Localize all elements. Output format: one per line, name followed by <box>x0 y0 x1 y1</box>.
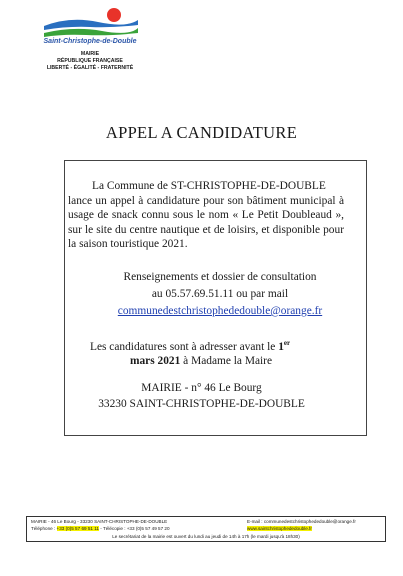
sun-icon <box>107 8 121 22</box>
green-wave-icon <box>44 28 138 37</box>
page-title: APPEL A CANDIDATURE <box>105 123 298 142</box>
intro-line-1: La Commune de ST-CHRISTOPHE-DE-DOUBLE <box>92 180 326 192</box>
footer-email-line: E-mail : communedestchristophededouble@orange.fr <box>247 519 356 524</box>
address-line-2: 33230 SAINT-CHRISTOPHE-DE-DOUBLE <box>98 398 305 410</box>
candidature-paragraph <box>90 336 370 368</box>
devise-label: LIBERTÉ - ÉGALITÉ - FRATERNITÉ <box>46 65 134 71</box>
town-name: Saint-Christophe-de-Double <box>43 38 137 45</box>
republique-label: RÉPUBLIQUE FRANÇAISE <box>57 58 123 64</box>
mairie-label: MAIRIE <box>80 51 100 57</box>
cand-line-2: mars 2021 à Madame la Maire <box>130 354 273 367</box>
town-logo <box>40 6 140 42</box>
cand-line-1: Les candidatures sont à adresser avant le 1er <box>90 339 291 353</box>
footer-address: MAIRIE - 46 Le Bourg - 33230 SAINT-CHRISTOPHE-DE-DOUBLE <box>31 519 168 524</box>
footer <box>26 516 386 542</box>
footer-website[interactable]: www.saintchristophededouble.fr <box>247 525 312 531</box>
intro-text: lance un appel à candidature pour son bâtiment municipal à usage de snack connu sous le nom « Le Petit Doubleaud », sur le site du centre nautique et de loisirs, et disponible pour la saison touristique 2021. <box>68 194 344 250</box>
footer-email[interactable]: communedestchristophededouble@orange.fr <box>263 519 356 524</box>
contact-email[interactable]: communedestchristophededouble@orange.fr <box>117 305 323 317</box>
footer-right <box>247 519 356 532</box>
footer-left <box>31 519 170 532</box>
contact-email-link[interactable] <box>60 304 380 319</box>
footer-phone-line: Téléphone : +33 (0)5 57 69 51 11 - Télécopie : +33 (0)5 57 49 57 20 <box>31 525 170 531</box>
footer-phone: +33 (0)5 57 69 51 11 <box>56 525 99 531</box>
letterhead <box>30 51 150 72</box>
footer-hours: Le secrétariat de la mairie est ouvert du lundi au jeudi de 14h à 17h (le mardi jusqu'à 18h30) <box>112 534 300 539</box>
info-line-2: au 05.57.69.51.11 ou par mail <box>151 288 289 300</box>
address-line-1: MAIRIE - n° 46 Le Bourg <box>141 382 262 394</box>
blue-wave-icon <box>44 20 138 30</box>
info-line-1: Renseignements et dossier de consultation <box>123 271 317 283</box>
intro-paragraph <box>68 179 344 252</box>
